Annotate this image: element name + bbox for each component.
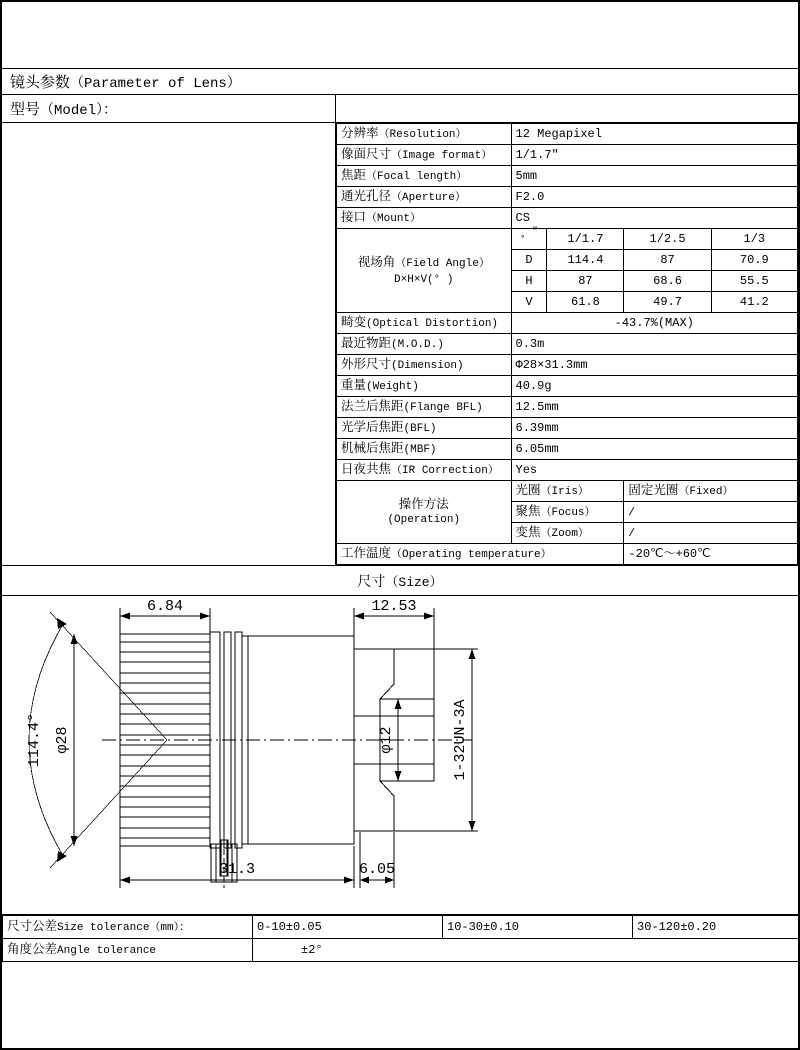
field-angle-label-en: （Field Angle） — [395, 258, 490, 271]
field-angle-format: 1/3 — [711, 229, 797, 250]
param-label-en: (BFL) — [403, 423, 437, 436]
field-angle-value: 70.9 — [711, 250, 797, 271]
model-row — [2, 95, 798, 123]
field-angle-value: 68.6 — [624, 271, 711, 292]
param-label-cn: 最近物距 — [341, 335, 392, 351]
param-label-cn: 通光孔径 — [341, 188, 392, 204]
param-value-cell: 6.05mm — [511, 439, 797, 460]
spec-row — [337, 334, 798, 355]
angle-tolerance-label-cn: 角度公差 — [7, 941, 58, 957]
param-label-cn: 重量 — [341, 377, 367, 393]
operation-name-en: （Zoom） — [540, 528, 589, 541]
lens-photo-placeholder — [2, 123, 336, 565]
temperature-label-cn: 工作温度 — [341, 545, 392, 561]
temperature-label-cell — [337, 544, 624, 565]
param-label-cell — [337, 166, 512, 187]
field-angle-key: D — [511, 250, 547, 271]
param-label-en: （IR Correction） — [391, 465, 499, 478]
param-label-en: (Weight) — [366, 381, 419, 394]
spec-row — [337, 439, 798, 460]
operation-value-cell — [624, 523, 798, 544]
model-label-en: （Model）： — [40, 103, 118, 119]
spec-row — [337, 355, 798, 376]
model-value-cell — [336, 95, 798, 122]
angle-tolerance-value: ±2° — [253, 939, 799, 962]
param-value-cell: 6.39mm — [511, 418, 797, 439]
model-label-cn: 型号 — [10, 100, 41, 118]
drawing-svg — [2, 596, 798, 914]
param-label-cell — [337, 313, 512, 334]
param-label-en: （Focal length） — [366, 171, 468, 184]
operation-name-cell — [511, 502, 624, 523]
size-section-title — [2, 566, 798, 596]
param-label-en: （Aperture） — [391, 192, 466, 205]
field-angle-value: 55.5 — [711, 271, 797, 292]
operation-value-cn: 固定光圈 — [628, 482, 679, 498]
size-tolerance-label — [3, 916, 253, 939]
param-label-en: （Resolution） — [378, 129, 467, 142]
dim-phi28 — [71, 634, 78, 846]
operation-row — [337, 481, 798, 502]
param-label-cn: 接口 — [341, 209, 367, 225]
param-value-cell: Φ28×31.3mm — [511, 355, 797, 376]
param-value-cell: 12 Megapixel — [511, 124, 797, 145]
operation-value-en: / — [628, 507, 636, 520]
param-value-cell: 5mm — [511, 166, 797, 187]
dim-label-thread: 1-32UN-3A — [452, 699, 469, 781]
spec-row — [337, 313, 798, 334]
operation-value-en: / — [628, 528, 636, 541]
operation-value-cell — [624, 502, 798, 523]
operation-name-cn: 聚焦 — [515, 503, 541, 519]
angle-tolerance-label — [3, 939, 253, 962]
field-angle-sublabel: D×H×V(° ) — [394, 273, 454, 286]
dim-label-phi12: φ12 — [378, 726, 395, 754]
field-angle-value: 114.4 — [547, 250, 624, 271]
tolerance-angle-row — [3, 939, 799, 962]
size-tolerance-v2: 10-30±0.10 — [443, 916, 633, 939]
spec-row — [337, 166, 798, 187]
operation-label-cn: 操作方法 — [398, 495, 449, 511]
size-tolerance-label-cn: 尺寸公差 — [7, 918, 58, 934]
size-tolerance-v1: 0-10±0.05 — [253, 916, 443, 939]
dim-label-114-4: 114.4° — [26, 712, 43, 768]
size-tolerance-label-en: Size tolerance（mm）： — [57, 922, 191, 935]
param-label-en: (Optical Distortion) — [366, 318, 499, 331]
model-label-cell — [2, 95, 336, 122]
param-label-cn: 法兰后焦距 — [341, 398, 404, 414]
size-tolerance-v3: 30-120±0.20 — [633, 916, 799, 939]
param-label-cn: 外形尺寸 — [341, 356, 392, 372]
spec-row — [337, 208, 798, 229]
temperature-value-cell: -20℃～+60℃ — [624, 544, 798, 565]
param-value-cell: 12.5mm — [511, 397, 797, 418]
fov-ray-upper — [50, 612, 167, 740]
spec-row — [337, 418, 798, 439]
parameter-title-cn: 镜头参数 — [10, 73, 71, 91]
param-label-cell — [337, 460, 512, 481]
param-label-cell — [337, 397, 512, 418]
param-label-cell — [337, 334, 512, 355]
operation-value-en: （Fixed） — [678, 486, 734, 499]
field-angle-label-cn: 视场角 — [357, 254, 396, 270]
param-label-en: (Flange BFL) — [403, 402, 483, 415]
operation-label-en: (Operation) — [387, 514, 461, 527]
field-angle-format: 1/1.7 — [547, 229, 624, 250]
spec-row — [337, 124, 798, 145]
size-title-en: （Size） — [385, 574, 443, 590]
param-value-cell: 0.3m — [511, 334, 797, 355]
param-label-cell — [337, 124, 512, 145]
param-label-en: (M.O.D.) — [391, 339, 444, 352]
field-angle-value: 41.2 — [711, 292, 797, 313]
field-angle-label-cell — [337, 229, 512, 313]
field-angle-header-row — [337, 229, 798, 250]
parameter-title-en: （Parameter of Lens） — [70, 76, 241, 92]
operation-name-cell — [511, 481, 624, 502]
param-value-cell: 40.9g — [511, 376, 797, 397]
dim-label-phi28: φ28 — [54, 726, 71, 754]
field-angle-key: V — [511, 292, 547, 313]
spec-row — [337, 397, 798, 418]
operation-name-en: （Iris） — [540, 486, 589, 499]
param-label-cell — [337, 187, 512, 208]
operation-name-en: （Focus） — [540, 507, 596, 520]
field-angle-value: 49.7 — [624, 292, 711, 313]
operation-value-cell — [624, 481, 798, 502]
param-label-cn: 机械后焦距 — [341, 440, 404, 456]
corner-degree-mark: ° — [519, 234, 526, 245]
field-angle-value: 61.8 — [547, 292, 624, 313]
tolerance-table — [2, 915, 799, 962]
dim-label-12-53: 12.53 — [371, 598, 417, 615]
dim-label-31-3b: 31.3 — [218, 861, 256, 878]
param-value-cell: -43.7%(MAX) — [511, 313, 797, 334]
dim-6-05 — [360, 832, 394, 888]
field-angle-corner-cell — [511, 226, 547, 250]
param-label-en: (Dimension) — [391, 360, 464, 373]
temperature-row — [337, 544, 798, 565]
angle-tolerance-label-en: Angle tolerance — [57, 945, 157, 958]
param-label-en: （Image format） — [391, 150, 493, 163]
fov-ray-lower — [50, 740, 167, 868]
tolerance-section — [2, 915, 798, 962]
param-label-cn: 分辨率 — [341, 125, 379, 141]
header-blank-band — [2, 2, 798, 69]
operation-name-cn: 光圈 — [515, 482, 541, 498]
param-label-cell — [337, 145, 512, 166]
param-value-cell: CS — [511, 208, 797, 229]
dim-label-6-05: 6.05 — [358, 861, 396, 878]
operation-name-cell — [511, 523, 624, 544]
param-label-cn: 畸变 — [341, 314, 367, 330]
param-label-cell — [337, 208, 512, 229]
param-value-cell: Yes — [511, 460, 797, 481]
field-angle-key: H — [511, 271, 547, 292]
param-label-cn: 焦距 — [341, 167, 367, 183]
spec-row — [337, 145, 798, 166]
param-label-cell — [337, 376, 512, 397]
param-label-cn: 像面尺寸 — [341, 146, 392, 162]
temperature-label-en: （Operating temperature） — [391, 549, 552, 562]
dim-label-6-84: 6.84 — [146, 598, 184, 615]
param-label-cell — [337, 418, 512, 439]
parameter-section-title — [2, 69, 798, 95]
corner-inch-mark: ″ — [531, 226, 538, 238]
spec-row — [337, 376, 798, 397]
lens-dimension-drawing — [2, 596, 798, 915]
param-label-cell — [337, 355, 512, 376]
param-value-cell: 1/1.7″ — [511, 145, 797, 166]
operation-name-cn: 变焦 — [515, 524, 541, 540]
operation-label-cell — [337, 481, 512, 544]
param-label-cn: 光学后焦距 — [341, 419, 404, 435]
field-angle-value: 87 — [547, 271, 624, 292]
size-title-cn: 尺寸 — [357, 573, 386, 590]
parameter-block — [2, 123, 798, 566]
spec-row — [337, 187, 798, 208]
param-value-cell: F2.0 — [511, 187, 797, 208]
param-label-cell — [337, 439, 512, 460]
field-angle-format: 1/2.5 — [624, 229, 711, 250]
spec-row — [337, 460, 798, 481]
param-label-en: （Mount） — [366, 213, 422, 226]
param-label-en: (MBF) — [403, 444, 437, 457]
tolerance-size-row — [3, 916, 799, 939]
spec-table-wrap — [336, 123, 798, 565]
field-angle-value: 87 — [624, 250, 711, 271]
spec-table — [336, 123, 798, 565]
param-label-cn: 日夜共焦 — [341, 461, 392, 477]
